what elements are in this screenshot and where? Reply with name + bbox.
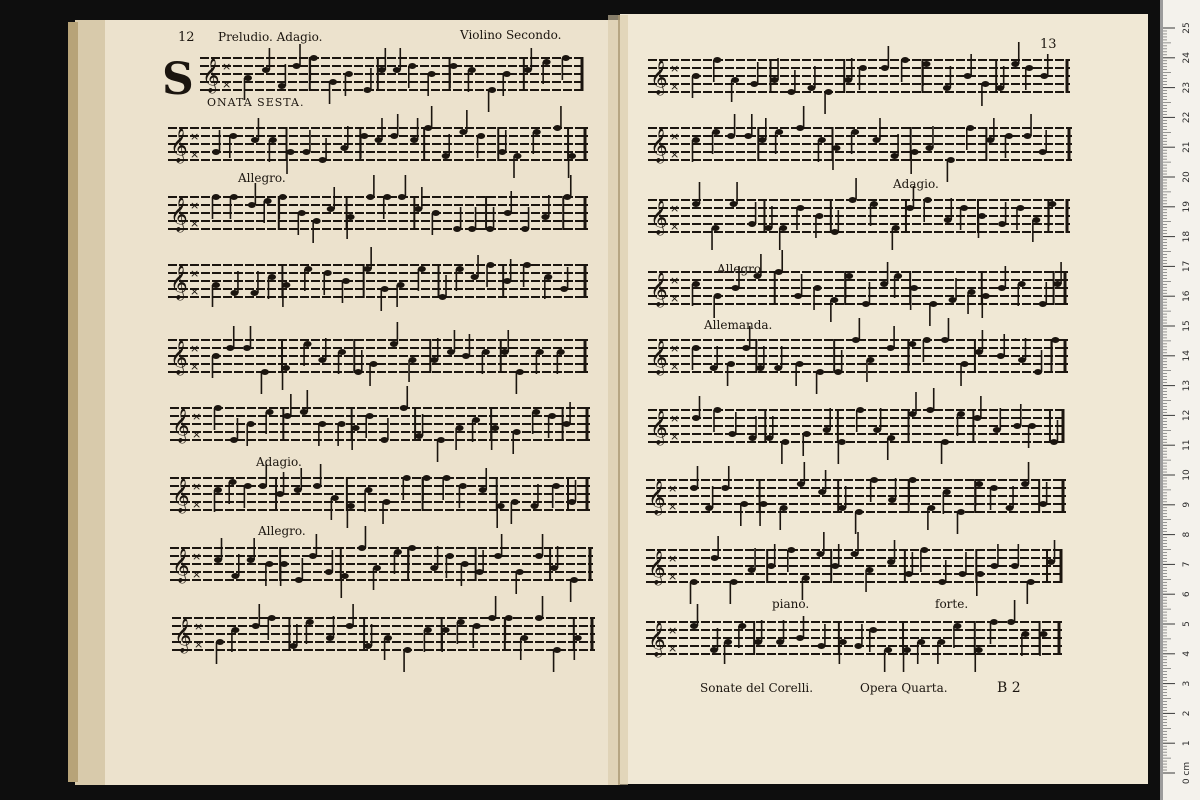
svg-text:𝄞: 𝄞: [650, 60, 668, 95]
svg-text:×: ×: [190, 199, 200, 212]
signature-mark: B 2: [997, 680, 1021, 696]
sonata-title: ONATA SESTA.: [207, 96, 305, 109]
svg-text:𝄞: 𝄞: [170, 128, 188, 163]
tempo-mark: Allemanda.: [704, 318, 773, 332]
tempo-mark: Allegro.: [238, 171, 286, 185]
svg-text:6: 6: [1182, 591, 1192, 598]
svg-text:𝄞: 𝄞: [202, 58, 220, 93]
svg-text:22: 22: [1182, 111, 1192, 124]
svg-text:×: ×: [670, 80, 680, 93]
svg-text:𝄞: 𝄞: [650, 272, 668, 307]
svg-text:×: ×: [190, 148, 200, 161]
svg-text:×: ×: [192, 410, 202, 423]
svg-text:17: 17: [1182, 260, 1192, 273]
svg-text:×: ×: [192, 550, 202, 563]
svg-text:×: ×: [192, 480, 202, 493]
left-header-movement: Preludio. Adagio.: [218, 30, 323, 44]
svg-text:3: 3: [1182, 680, 1192, 687]
svg-text:1: 1: [1182, 740, 1192, 747]
svg-text:7: 7: [1182, 561, 1192, 568]
svg-text:×: ×: [668, 624, 678, 637]
svg-text:×: ×: [190, 360, 200, 373]
svg-text:×: ×: [668, 552, 678, 565]
svg-text:×: ×: [670, 274, 680, 287]
svg-text:𝄞: 𝄞: [170, 265, 188, 300]
svg-text:8: 8: [1182, 531, 1192, 538]
svg-text:𝄞: 𝄞: [172, 408, 190, 443]
svg-text:𝄞: 𝄞: [650, 340, 668, 375]
svg-text:×: ×: [668, 642, 678, 655]
svg-text:25: 25: [1182, 22, 1192, 34]
svg-text:×: ×: [194, 638, 204, 651]
svg-text:×: ×: [668, 570, 678, 583]
initial-letter: S: [162, 54, 194, 105]
svg-text:𝄞: 𝄞: [170, 340, 188, 375]
svg-text:×: ×: [670, 360, 680, 373]
svg-text:×: ×: [192, 568, 202, 581]
right-page-number: 13: [1040, 37, 1057, 52]
svg-text:14: 14: [1182, 350, 1192, 362]
svg-text:13: 13: [1182, 379, 1192, 392]
svg-text:𝄞: 𝄞: [174, 618, 192, 653]
svg-text:×: ×: [190, 217, 200, 230]
svg-text:×: ×: [194, 620, 204, 633]
svg-text:×: ×: [670, 430, 680, 443]
svg-text:𝄞: 𝄞: [172, 548, 190, 583]
tempo-mark: Adagio.: [256, 455, 302, 469]
left-header-part: Violino Secondo.: [460, 28, 562, 42]
svg-text:𝄞: 𝄞: [650, 200, 668, 235]
svg-text:𝄞: 𝄞: [170, 197, 188, 232]
svg-text:×: ×: [668, 482, 678, 495]
svg-text:𝄞: 𝄞: [650, 410, 668, 445]
tempo-mark: Allegro.: [258, 524, 306, 538]
svg-text:0 cm: 0 cm: [1182, 761, 1192, 785]
measurement-ruler: [1160, 0, 1200, 800]
svg-text:𝄞: 𝄞: [650, 128, 668, 163]
svg-text:×: ×: [222, 60, 232, 73]
tempo-mark: Adagio.: [893, 177, 939, 191]
svg-text:11: 11: [1182, 439, 1192, 451]
svg-text:×: ×: [670, 412, 680, 425]
dynamic-mark: forte.: [935, 597, 969, 611]
dynamic-mark: piano.: [772, 597, 810, 611]
svg-text:𝄞: 𝄞: [648, 622, 666, 657]
svg-text:24: 24: [1182, 52, 1192, 64]
left-page-number: 12: [178, 30, 195, 45]
svg-text:×: ×: [192, 498, 202, 511]
svg-text:×: ×: [670, 220, 680, 233]
svg-text:21: 21: [1182, 141, 1192, 153]
svg-text:×: ×: [222, 78, 232, 91]
svg-text:×: ×: [190, 130, 200, 143]
svg-text:19: 19: [1182, 201, 1192, 213]
svg-text:×: ×: [670, 62, 680, 75]
svg-text:𝄞: 𝄞: [172, 478, 190, 513]
svg-text:×: ×: [670, 130, 680, 143]
svg-text:×: ×: [190, 342, 200, 355]
svg-text:×: ×: [670, 342, 680, 355]
svg-text:15: 15: [1182, 320, 1192, 332]
tempo-mark: Allegro.: [717, 262, 765, 276]
footer-title: Sonate del Corelli.: [700, 681, 814, 695]
svg-text:10: 10: [1182, 469, 1192, 481]
svg-text:4: 4: [1182, 650, 1192, 657]
svg-text:×: ×: [670, 202, 680, 215]
svg-text:9: 9: [1182, 501, 1192, 508]
svg-text:23: 23: [1182, 81, 1192, 94]
svg-text:×: ×: [190, 285, 200, 298]
svg-text:5: 5: [1182, 621, 1192, 627]
svg-text:𝄞: 𝄞: [648, 550, 666, 585]
svg-text:×: ×: [192, 428, 202, 441]
svg-text:16: 16: [1182, 290, 1192, 302]
svg-text:×: ×: [190, 267, 200, 280]
svg-text:𝄞: 𝄞: [648, 480, 666, 515]
svg-text:×: ×: [670, 148, 680, 161]
svg-text:12: 12: [1182, 409, 1192, 422]
svg-text:18: 18: [1182, 230, 1192, 243]
svg-text:×: ×: [668, 500, 678, 513]
svg-text:2: 2: [1182, 710, 1192, 717]
footer-opus: Opera Quarta.: [860, 681, 948, 695]
svg-text:20: 20: [1182, 171, 1192, 183]
svg-text:×: ×: [670, 292, 680, 305]
